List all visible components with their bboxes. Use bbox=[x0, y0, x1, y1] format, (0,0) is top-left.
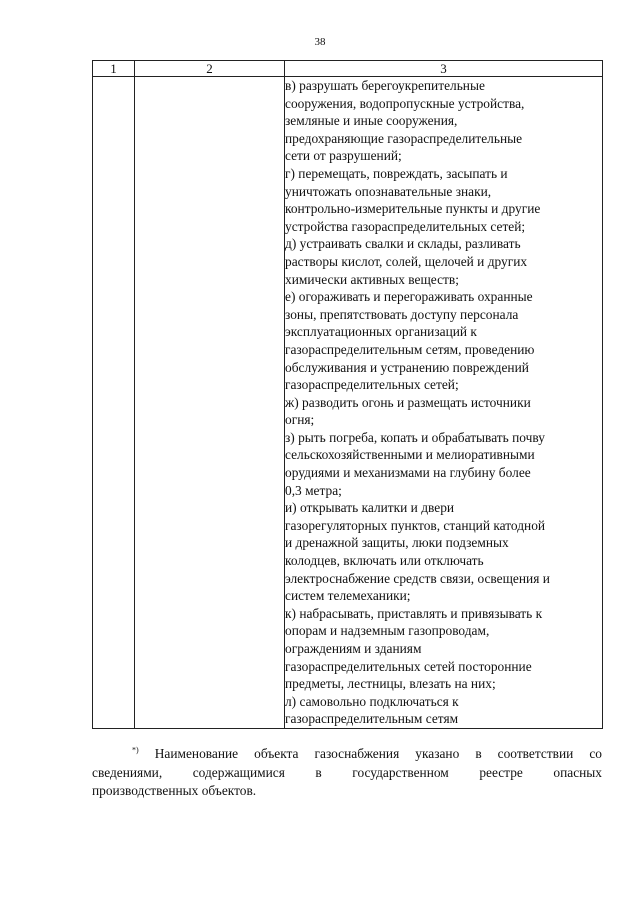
text-line: и дренажной защиты, люки подземных bbox=[285, 535, 509, 551]
text-line: опорам и надземным газопроводам, bbox=[285, 623, 490, 639]
column-header-2: 2 bbox=[135, 61, 285, 77]
footnote-line-3: производственных объектов. bbox=[92, 783, 257, 798]
footnote-line-2: сведениями, содержащимися в государственном реестре опасных bbox=[92, 764, 602, 780]
text-line: огня; bbox=[285, 412, 315, 428]
text-line: г) перемещать, повреждать, засыпать и bbox=[285, 165, 508, 181]
text-line: л) самовольно подключаться к bbox=[285, 693, 459, 709]
text-line: ж) разводить огонь и размещать источники bbox=[285, 394, 531, 410]
text-line: ограждениям и зданиям bbox=[285, 641, 422, 656]
text-line: химически активных веществ; bbox=[285, 271, 459, 287]
text-line: к) набрасывать, приставлять и привязывать к bbox=[285, 605, 543, 621]
footnote-text-1: Наименование объекта газоснабжения указано в соответствии со bbox=[154, 746, 602, 761]
text-line: контрольно-измерительные пункты и другие bbox=[285, 201, 541, 217]
text-line: орудиями и механизмами на глубину более bbox=[285, 465, 531, 481]
text-line: е) огораживать и перегораживать охранные bbox=[285, 289, 533, 305]
text-line: эксплуатационных организаций к bbox=[285, 324, 477, 340]
text-line: устройства газораспределительных сетей; bbox=[285, 218, 526, 234]
page-number: 38 bbox=[314, 36, 326, 48]
cell-column-2 bbox=[135, 77, 285, 729]
text-line: газораспределительным сетям bbox=[285, 711, 459, 727]
text-line: з) рыть погреба, копать и обрабатывать почву bbox=[285, 429, 545, 445]
footnote-line-1 bbox=[92, 745, 602, 764]
text-line: колодцев, включать или отключать bbox=[285, 553, 484, 569]
text-line: электроснабжение средств связи, освещения и bbox=[285, 570, 550, 586]
text-line: сооружения, водопропускные устройства, bbox=[285, 95, 525, 111]
text-line: сети от разрушений; bbox=[285, 148, 402, 164]
footnote-marker: *) bbox=[132, 745, 139, 755]
footnote bbox=[92, 745, 602, 801]
text-line: растворы кислот, солей, щелочей и других bbox=[285, 253, 528, 269]
cell-column-1 bbox=[93, 77, 135, 729]
text-line: д) устраивать свалки и склады, разливать bbox=[285, 236, 521, 252]
text-line: газорегуляторных пунктов, станций катодной bbox=[285, 517, 546, 533]
text-line: в) разрушать берегоукрепительные bbox=[285, 78, 485, 93]
text-line: обслуживания и устранению повреждений bbox=[285, 359, 529, 375]
table-row bbox=[93, 77, 603, 729]
text-line: зоны, препятствовать доступу персонала bbox=[285, 306, 519, 322]
document-table bbox=[92, 60, 603, 729]
text-line: и) открывать калитки и двери bbox=[285, 500, 455, 516]
text-line: систем телемеханики; bbox=[285, 588, 411, 604]
text-line: газораспределительных сетей посторонние bbox=[285, 658, 532, 674]
text-line: газораспределительных сетей; bbox=[285, 377, 459, 393]
table-header-row bbox=[93, 61, 603, 77]
text-line: сельскохозяйственными и мелиоративными bbox=[285, 447, 535, 463]
column-header-3: 3 bbox=[285, 61, 603, 77]
text-line: предохраняющие газораспределительные bbox=[285, 130, 523, 146]
cell-column-3-prohibitions bbox=[285, 77, 603, 729]
text-line: уничтожать опознавательные знаки, bbox=[285, 183, 492, 199]
text-line: земляные и иные сооружения, bbox=[285, 113, 458, 129]
text-line: 0,3 метра; bbox=[285, 482, 342, 498]
column-header-1: 1 bbox=[93, 61, 135, 77]
text-line: газораспределительным сетям, проведению bbox=[285, 341, 535, 357]
text-line: предметы, лестницы, влезать на них; bbox=[285, 676, 496, 692]
